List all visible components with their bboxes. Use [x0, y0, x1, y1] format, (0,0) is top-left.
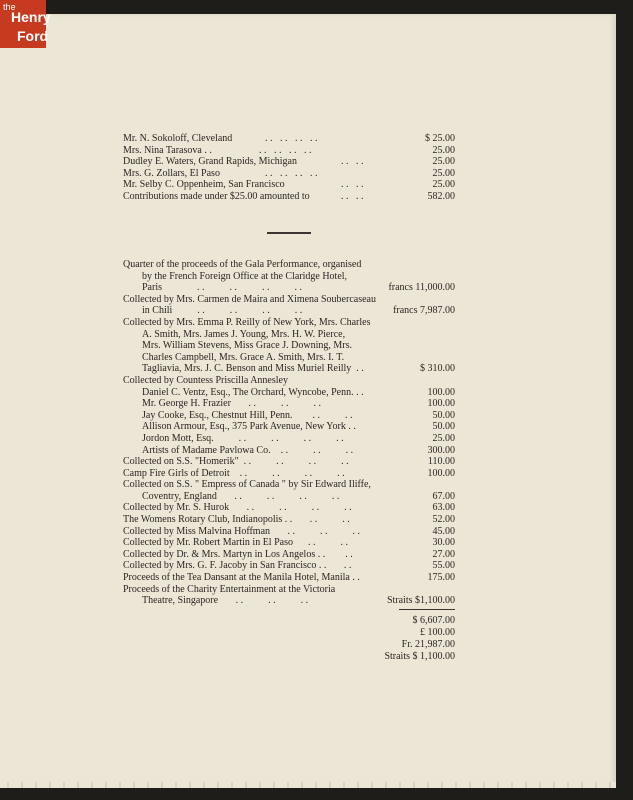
contributions-list-2: [123, 259, 455, 607]
ledger-label: A. Smith, Mrs. James J. Young, Mrs. H. W. Pierce,: [142, 328, 346, 340]
leader-dots: . . . .: [341, 179, 364, 191]
section-divider: [267, 232, 311, 234]
ledger-label: Jordon Mott, Esq. . . . . . . . .: [142, 432, 344, 444]
ledger-row: [123, 329, 455, 341]
ledger-amount: 300.00: [427, 444, 455, 456]
ledger-label: Mr. Selby C. Oppenheim, San Francisco: [123, 179, 285, 191]
ledger-amount: Straits $1,100.00: [386, 595, 455, 607]
ledger-row: [123, 317, 455, 329]
ledger-amount: 110.00: [427, 456, 455, 468]
ledger-row: [123, 595, 455, 607]
ledger-amount: 100.00: [427, 386, 455, 398]
ledger-row: [123, 156, 455, 168]
ledger-row: [123, 133, 455, 145]
ledger-amount: 25.00: [432, 179, 455, 191]
leader-dots: . . . . . . . .: [265, 133, 318, 144]
ledger-amount: 50.00: [432, 409, 455, 421]
ledger-label: Proceeds of the Charity Entertainment at the Victoria: [123, 583, 336, 595]
total-line: £ 100.00: [420, 627, 455, 638]
ledger-label: Mrs. William Stevens, Miss Grace J. Downing, Mrs.: [142, 340, 352, 352]
ledger-label: Collected by Mrs. G. F. Jacoby in San Francisco . . . .: [123, 560, 352, 572]
ledger-row: [123, 282, 455, 294]
ledger-label: Mr. George H. Frazier . . . . . .: [142, 398, 321, 410]
ledger-amount: 175.00: [427, 572, 455, 584]
ledger-label: Coventry, England . . . . . . . .: [142, 490, 340, 502]
logo-text-henry: Henry: [11, 9, 51, 25]
ledger-label: in Chili . . . . . . . .: [142, 305, 303, 317]
ledger-amount: $ 310.00: [420, 363, 455, 375]
ledger-label: Collected by Dr. & Mrs. Martyn in Los Angelos . . . .: [123, 548, 353, 560]
ledger-row: [123, 537, 455, 549]
ledger-label: Proceeds of the Tea Dansant at the Manila Hotel, Manila . .: [123, 572, 360, 584]
ledger-row: [123, 445, 455, 457]
ledger-label: Camp Fire Girls of Detroit . . . . . . . .: [123, 467, 345, 479]
ledger-amount: 50.00: [432, 421, 455, 433]
ledger-label: Collected on S.S. " Empress of Canada " by Sir Edward Iliffe,: [123, 479, 371, 491]
ledger-amount: $ 25.00: [425, 133, 455, 144]
ledger-amount: 67.00: [432, 490, 455, 502]
ledger-amount: 100.00: [427, 398, 455, 410]
ledger-label: Collected by Countess Priscilla Annesley: [123, 374, 288, 386]
ledger-row: [123, 526, 455, 538]
ledger-row: [123, 387, 455, 399]
ledger-label: Collected by Mr. S. Hurok . . . . . . . .: [123, 502, 352, 514]
total-line: $ 6,607.00: [412, 615, 455, 626]
ledger-amount: 25.00: [432, 156, 455, 168]
ledger-row: [123, 259, 455, 271]
contributions-list-1: [123, 133, 455, 203]
ledger-row: [123, 502, 455, 514]
leader-dots: . . . .: [341, 190, 364, 202]
ledger-row: [123, 363, 455, 375]
ledger-label: by the French Foreign Office at the Claridge Hotel,: [142, 270, 348, 282]
total-line: Fr. 21,987.00: [401, 639, 455, 650]
ledger-amount: 52.00: [432, 514, 455, 526]
henry-ford-logo: [0, 0, 51, 48]
leader-dots: . . . . . . . .: [259, 144, 312, 156]
ledger-label: Mrs. G. Zollars, El Paso: [123, 167, 220, 179]
ledger-label: Jay Cooke, Esq., Chestnut Hill, Penn. . . . .: [142, 409, 353, 421]
ledger-row: [123, 514, 455, 526]
ledger-row: [123, 549, 455, 561]
ledger-amount: 25.00: [432, 144, 455, 156]
ledger-label: Daniel C. Ventz, Esq., The Orchard, Wyncobe, Penn. . .: [142, 386, 364, 398]
ledger-row: [123, 352, 455, 364]
ledger-label: Collected on S.S. "Homerik" . . . . . . . .: [123, 456, 349, 468]
ledger-row: [123, 421, 455, 433]
ledger-row: [123, 584, 455, 596]
ledger-label: Mrs. Nina Tarasova . .: [123, 144, 212, 156]
ledger-amount: francs 7,987.00: [393, 305, 455, 317]
ledger-label: Allison Armour, Esq., 375 Park Avenue, New York . .: [142, 421, 356, 433]
ledger-label: Artists of Madame Pavlowa Co. . . . . . .: [142, 444, 354, 456]
ledger-row: [123, 271, 455, 283]
logo-text-the: the: [3, 2, 16, 12]
ledger-row: [123, 398, 455, 410]
ledger-label: Quarter of the proceeds of the Gala Performance, organised: [123, 259, 362, 270]
ledger-label: Mr. N. Sokoloff, Cleveland: [123, 133, 233, 144]
ledger-row: [123, 305, 455, 317]
ledger-row: [123, 145, 455, 157]
ledger-row: [123, 479, 455, 491]
ledger-label: Charles Campbell, Mrs. Grace A. Smith, Mrs. I. T.: [142, 351, 345, 363]
leader-dots: . . . . . . . .: [265, 167, 318, 179]
ledger-row: [123, 572, 455, 584]
ledger-amount: francs 11,000.00: [388, 282, 455, 294]
ledger-amount: 27.00: [432, 548, 455, 560]
ledger-label: The Womens Rotary Club, Indianopolis . . . . . .: [123, 514, 350, 526]
totals-rule: [399, 609, 455, 610]
ledger-label: Collected by Mrs. Carmen de Maira and Ximena Soubercaseau: [123, 293, 376, 305]
ledger-row: [123, 191, 455, 203]
ledger-label: Collected by Mr. Robert Martin in El Paso . . . .: [123, 537, 348, 549]
ledger-label: Dudley E. Waters, Grand Rapids, Michigan: [123, 156, 297, 168]
ledger-row: [123, 560, 455, 572]
ledger-row: [123, 456, 455, 468]
logo-text-ford: Ford: [17, 28, 49, 44]
ledger-amount: 100.00: [427, 467, 455, 479]
ledger-amount: 582.00: [427, 190, 455, 202]
ledger-label: Theatre, Singapore . . . . . .: [142, 595, 309, 607]
ledger-row: [123, 468, 455, 480]
ledger-label: Contributions made under $25.00 amounted to: [123, 190, 310, 202]
ledger-row: [123, 179, 455, 191]
ledger-label: Paris . . . . . . . .: [142, 282, 302, 294]
ledger-row: [123, 294, 455, 306]
ledger-label: Collected by Miss Malvina Hoffman . . . . . .: [123, 525, 361, 537]
ledger-amount: 45.00: [432, 525, 455, 537]
ledger-row: [123, 168, 455, 180]
ledger-row: [123, 375, 455, 387]
totals-block: [384, 615, 455, 663]
ledger-row: [123, 433, 455, 445]
ledger-amount: 25.00: [432, 167, 455, 179]
ledger-row: [123, 340, 455, 352]
ledger-amount: 25.00: [432, 432, 455, 444]
ledger-row: [123, 491, 455, 503]
ledger-row: [123, 410, 455, 422]
ledger-label: Collected by Mrs. Emma P. Reilly of New York, Mrs. Charles: [123, 316, 371, 328]
leader-dots: . . . .: [341, 156, 364, 168]
ledger-amount: 30.00: [432, 537, 455, 549]
ledger-amount: 55.00: [432, 560, 455, 572]
ledger-label: Tagliavia, Mrs. J. C. Benson and Miss Muriel Reilly . .: [142, 363, 364, 375]
total-line: Straits $ 1,100.00: [384, 651, 455, 662]
ledger-amount: 63.00: [432, 502, 455, 514]
